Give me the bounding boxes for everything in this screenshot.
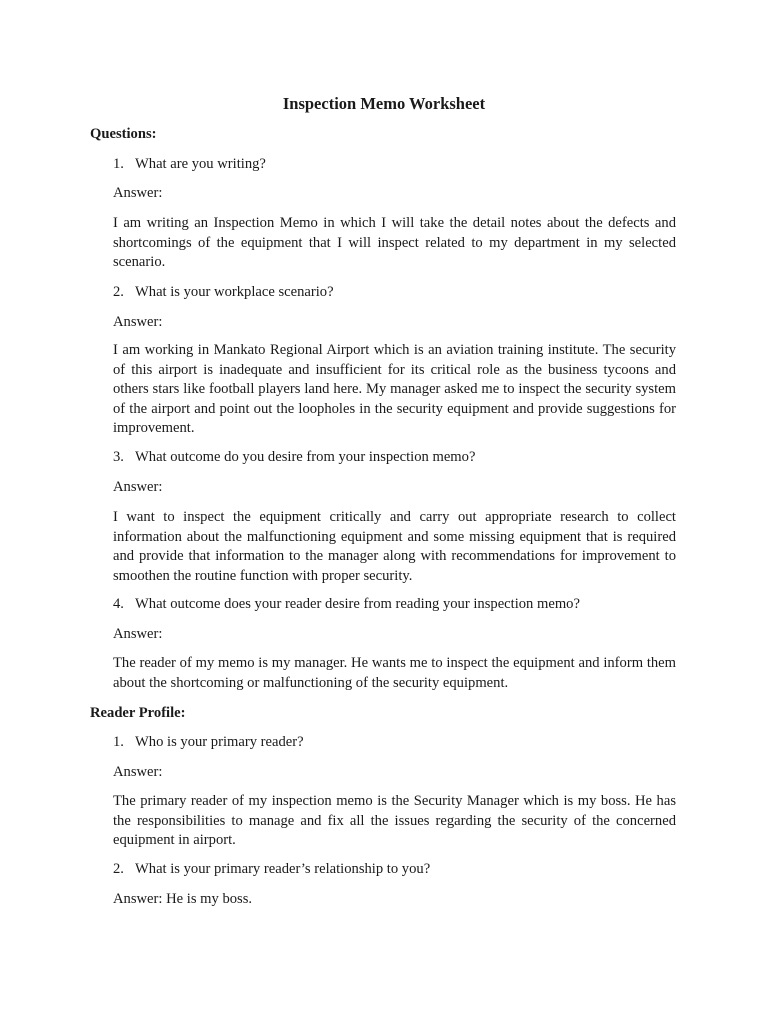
question-text: What outcome do you desire from your inspection memo?: [135, 449, 476, 465]
document-title: Inspection Memo Worksheet: [282, 94, 486, 113]
question-number: 3.: [113, 449, 124, 465]
question-text: What outcome does your reader desire from reading your inspection memo?: [135, 596, 580, 612]
question-number: 2.: [113, 284, 124, 300]
question-4: [113, 595, 676, 615]
answer-label: Answer:: [113, 626, 163, 642]
question-3: [113, 448, 676, 468]
question-text: What is your primary reader’s relationship to you?: [135, 861, 431, 877]
questions-heading: Questions:: [90, 126, 157, 142]
question-text: What is your workplace scenario?: [135, 284, 334, 300]
answer-label: Answer:: [113, 764, 163, 780]
question-2: [113, 283, 676, 303]
answer-text: The primary reader of my inspection memo is the Security Manager which is my boss. He has the responsibilities to manage and fix all the issues regarding the security of the concerned equipment in airport.: [113, 793, 676, 848]
question-text: Who is your primary reader?: [135, 734, 304, 750]
reader-question-1: [113, 733, 676, 753]
question-1: [113, 155, 676, 175]
reader-profile-heading: Reader Profile:: [90, 705, 186, 721]
answer-text: I want to inspect the equipment critically and carry out appropriate research to collect information about the malfunctioning equipment and some missing equipment that is required and provide that information to the manager along with recommendations for improvement to smoothen the routine function with proper security.: [113, 509, 676, 584]
reader-question-2: [113, 860, 676, 880]
answer-text: I am writing an Inspection Memo in which I will take the detail notes about the defects and shortcomings of the equipment that I will inspect related to my department in my selected scenario.: [113, 215, 676, 270]
answer-label: Answer:: [113, 479, 163, 495]
question-number: 2.: [113, 861, 124, 877]
answer-text: I am working in Mankato Regional Airport which is an aviation training institute. The security of this airport is inadequate and insufficient for its critical role as the business tycoons and others stars like football players land here. My manager asked me to inspect the security system of the airport and point out the loopholes in the security equipment and provide suggestions for improvement.: [113, 342, 676, 436]
question-number: 4.: [113, 596, 124, 612]
answer-inline: Answer: He is my boss.: [113, 891, 253, 907]
question-text: What are you writing?: [135, 156, 266, 172]
answer-label: Answer:: [113, 314, 163, 330]
answer-text: The reader of my memo is my manager. He wants me to inspect the equipment and inform them about the shortcoming or malfunctioning of the security equipment.: [113, 655, 676, 691]
answer-label: Answer:: [113, 185, 163, 201]
question-number: 1.: [113, 734, 124, 750]
question-number: 1.: [113, 156, 124, 172]
